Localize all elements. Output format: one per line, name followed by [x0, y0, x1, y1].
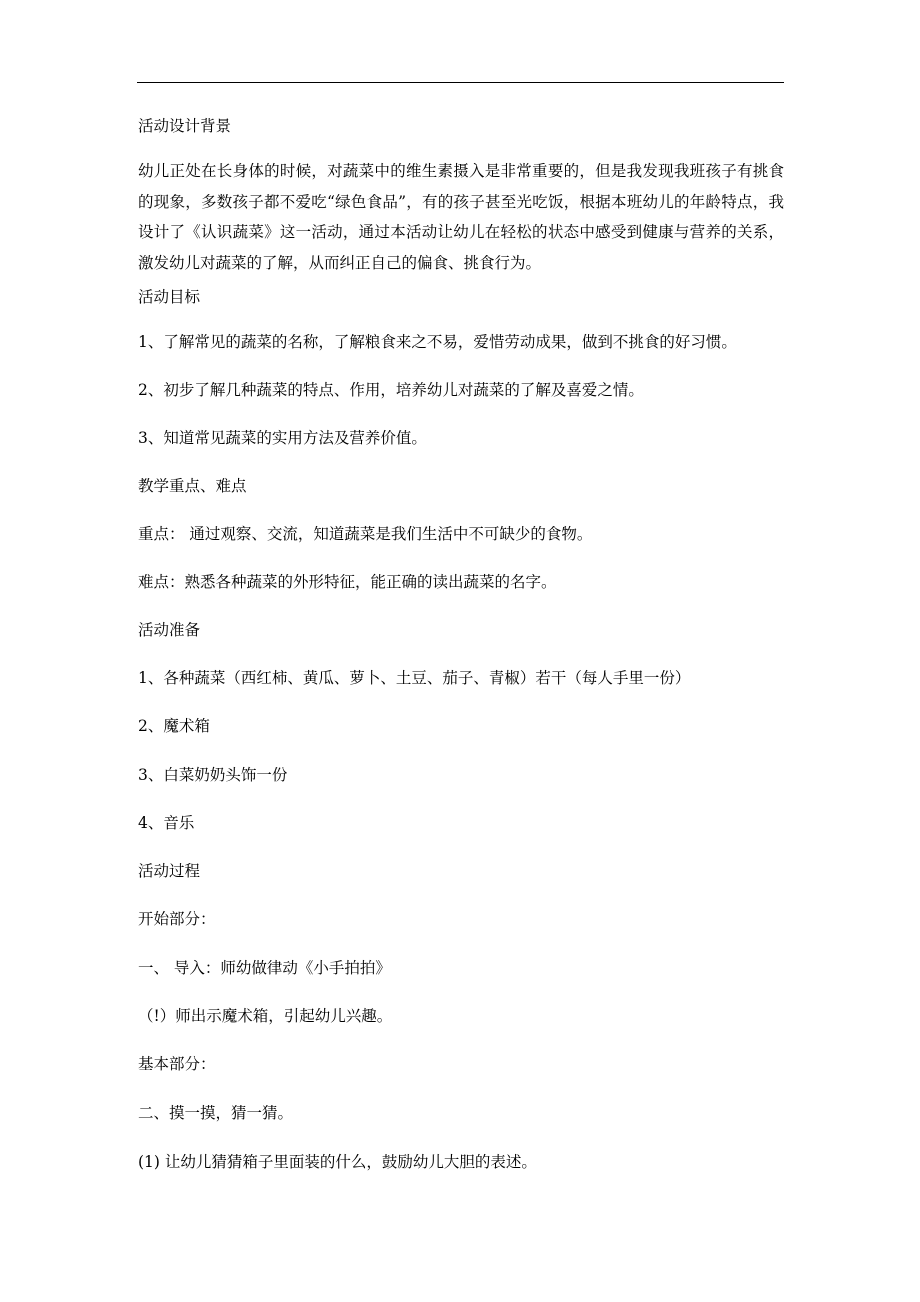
key-point: 重点： 通过观察、交流，知道蔬菜是我们生活中不可缺少的食物。 — [138, 525, 593, 543]
step-two-sub: (1) 让幼儿猜猜箱子里面装的什么，鼓励幼儿大胆的表述。 — [138, 1153, 537, 1171]
heading-goals: 活动目标 — [138, 288, 201, 306]
heading-key-points: 教学重点、难点 — [138, 477, 247, 495]
goal-item: 3、知道常见蔬菜的实用方法及营养价值。 — [138, 429, 427, 447]
opening-part: 开始部分： — [138, 910, 216, 928]
step-one: 一、 导入：师幼做律动《小手拍拍》 — [138, 959, 391, 977]
preparation-item: 4、音乐 — [138, 814, 195, 832]
difficult-point: 难点：熟悉各种蔬菜的外形特征，能正确的读出蔬菜的名字。 — [138, 573, 557, 591]
step-one-sub: （!）师出示魔术箱，引起幼儿兴趣。 — [138, 1007, 393, 1025]
preparation-item: 1、各种蔬菜（西红柿、黄瓜、萝卜、土豆、茄子、青椒）若干（每人手里一份） — [138, 669, 691, 687]
step-two: 二、摸一摸，猜一猜。 — [138, 1104, 294, 1122]
preparation-item: 2、魔术箱 — [138, 717, 210, 735]
heading-preparation: 活动准备 — [138, 621, 201, 639]
heading-background: 活动设计背景 — [138, 117, 232, 135]
heading-process: 活动过程 — [138, 862, 201, 880]
background-paragraph: 幼儿正处在长身体的时候，对蔬菜中的维生素摄入是非常重要的，但是我发现我班孩子有挑食的现象，多数孩子都不爱吃“绿色食品”，有的孩子甚至光吃饭，根据本班幼儿的年龄特点，我设计了《认识蔬菜》这一活动，通过本活动让幼儿在轻松的状态中感受到健康与营养的关系，激发幼儿对蔬菜的了解，从而纠正自己的偏食、挑食行为。 — [138, 162, 784, 272]
preparation-item: 3、白菜奶奶头饰一份 — [138, 766, 288, 784]
basic-part: 基本部分： — [138, 1055, 216, 1073]
header-rule — [137, 82, 784, 83]
goal-item: 1、了解常见的蔬菜的名称，了解粮食来之不易，爱惜劳动成果，做到不挑食的好习惯。 — [138, 333, 737, 351]
goal-item: 2、初步了解几种蔬菜的特点、作用，培养幼儿对蔬菜的了解及喜爱之情。 — [138, 381, 644, 399]
